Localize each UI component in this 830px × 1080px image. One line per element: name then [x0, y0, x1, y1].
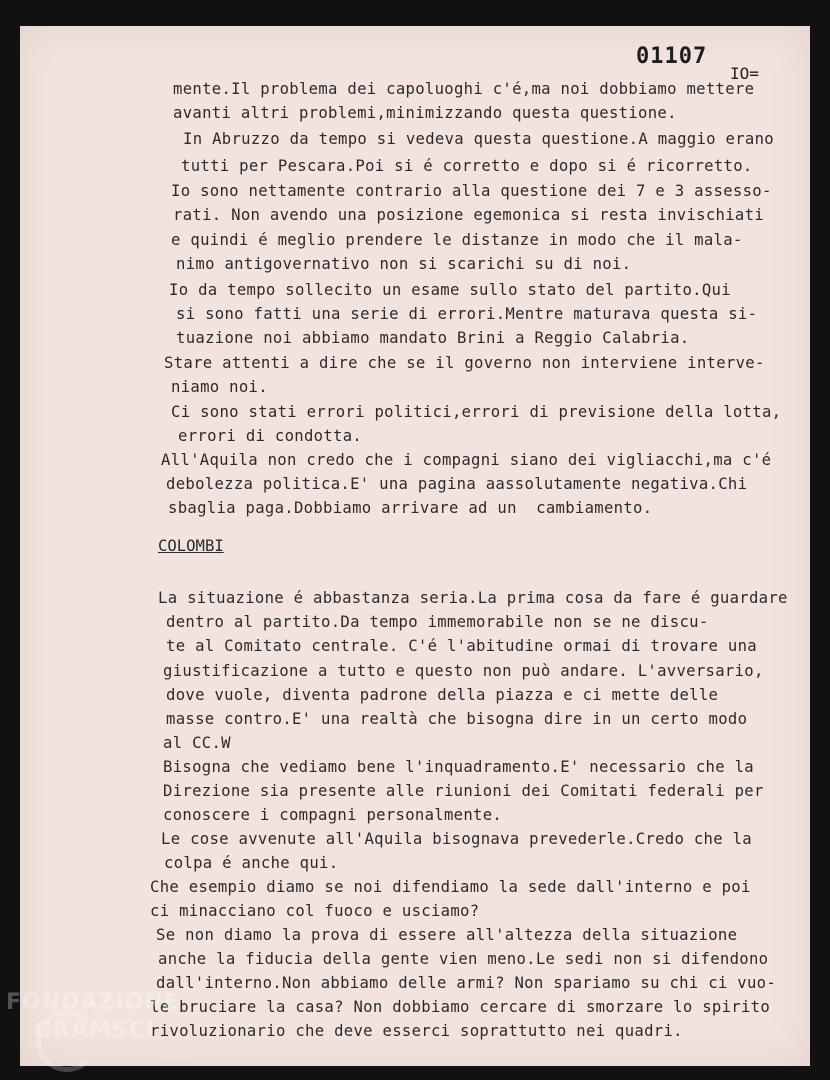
text-line: Se non diamo la prova di essere all'altezza della situazione: [156, 926, 738, 944]
text-line: avanti altri problemi,minimizzando questa questione.: [173, 104, 677, 122]
text-line: colpa é anche qui.: [164, 854, 339, 872]
text-line: dentro al partito.Da tempo immemorabile non se ne discu-: [166, 613, 709, 631]
text-line: Io sono nettamente contrario alla questione dei 7 e 3 assesso-: [171, 182, 772, 200]
text-line: niamo noi.: [171, 378, 268, 396]
text-line: tutti per Pescara.Poi si é corretto e dopo si é ricorretto.: [181, 157, 753, 175]
text-line: conoscere i compagni personalmente.: [163, 806, 503, 824]
text-line: le bruciare la casa? Non dobbiamo cercare di smorzare lo spirito: [150, 998, 771, 1016]
text-line: errori di condotta.: [178, 427, 363, 445]
text-line: mente.Il problema dei capoluoghi c'é,ma noi dobbiamo mettere: [173, 80, 755, 98]
text-line: debolezza politica.E' una pagina aassolutamente negativa.Chi: [166, 475, 748, 493]
text-line: La situazione é abbastanza seria.La prima cosa da fare é guardare: [158, 589, 788, 607]
text-line: Direzione sia presente alle riunioni dei Comitati federali per: [163, 782, 764, 800]
text-line: al CC.W: [163, 734, 231, 752]
watermark-line2: GRAMSCI: [34, 1018, 156, 1043]
text-line: In Abruzzo da tempo si vedeva questa questione.A maggio erano: [183, 130, 774, 148]
text-line: anche la fiducia della gente vien meno.Le sedi non si difendono: [158, 950, 769, 968]
text-line: rivoluzionario che deve esserci soprattutto nei quadri.: [150, 1022, 683, 1040]
text-line: dove vuole, diventa padrone della piazza e ci mette delle: [166, 686, 719, 704]
text-line: ci minacciano col fuoco e usciamo?: [150, 902, 480, 920]
text-line: nimo antigovernativo non si scarichi su di noi.: [176, 255, 632, 273]
watermark-line1: FONDAZIONE: [6, 990, 180, 1015]
text-line: sbaglia paga.Dobbiamo arrivare ad un cambiamento.: [168, 499, 653, 517]
speaker-heading: COLOMBI: [158, 537, 224, 555]
text-line: Ci sono stati errori politici,errori di previsione della lotta,: [171, 403, 782, 421]
text-line: tuazione noi abbiamo mandato Brini a Reggio Calabria.: [176, 329, 690, 347]
text-line: dall'interno.Non abbiamo delle armi? Non spariamo su chi ci vuo-: [156, 974, 777, 992]
document-number: 01107: [636, 44, 708, 69]
text-line: si sono fatti una serie di errori.Mentre maturava questa si-: [176, 305, 758, 323]
page-number: IO=: [730, 64, 759, 83]
text-line: rati. Non avendo una posizione egemonica si resta invischiati: [173, 206, 764, 224]
text-line: te al Comitato centrale. C'é l'abitudine ormai di trovare una: [166, 637, 757, 655]
text-line: Che esempio diamo se noi difendiamo la sede dall'interno e poi: [150, 878, 751, 896]
text-line: Le cose avvenute all'Aquila bisognava prevederle.Credo che la: [161, 830, 752, 848]
text-line: giustificazione a tutto e questo non può andare. L'avversario,: [163, 662, 764, 680]
text-line: Io da tempo sollecito un esame sullo stato del partito.Qui: [169, 281, 731, 299]
text-line: All'Aquila non credo che i compagni siano dei vigliacchi,ma c'é: [161, 451, 772, 469]
text-line: Bisogna che vediamo bene l'inquadramento.E' necessario che la: [163, 758, 754, 776]
text-line: Stare attenti a dire che se il governo non interviene interve-: [164, 354, 765, 372]
text-line: e quindi é meglio prendere le distanze in modo che il mala-: [171, 231, 743, 249]
watermark-line3: onlus: [166, 1050, 191, 1060]
text-line: masse contro.E' una realtà che bisogna dire in un certo modo: [166, 710, 748, 728]
